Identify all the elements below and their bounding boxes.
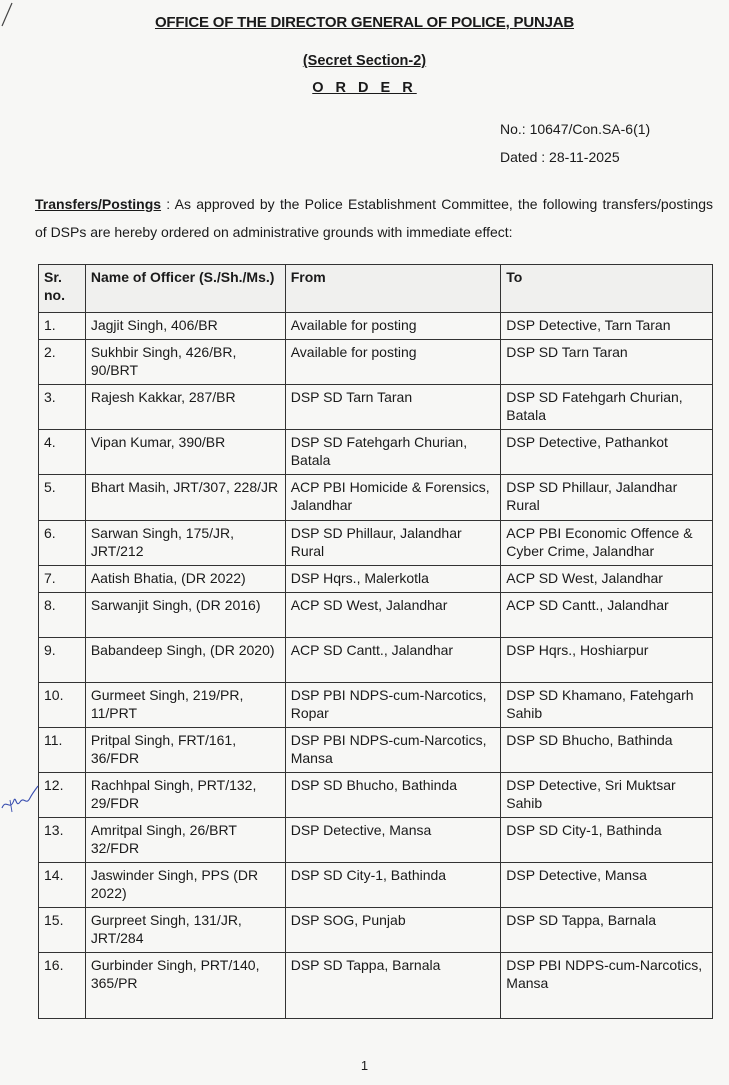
cell-officer-name: Jagjit Singh, 406/BR: [85, 313, 285, 340]
intro-label: Transfers/Postings: [35, 196, 162, 212]
cell-to: DSP Detective, Tarn Taran: [501, 313, 713, 340]
cell-from: DSP SD Bhucho, Bathinda: [285, 773, 501, 818]
cell-officer-name: Gurpreet Singh, 131/JR, JRT/284: [85, 908, 285, 953]
page-number: 1: [360, 1058, 369, 1073]
cell-to: DSP Detective, Mansa: [501, 863, 713, 908]
cell-sr-no: 16.: [39, 953, 86, 1019]
cell-from: DSP SOG, Punjab: [285, 908, 501, 953]
order-date: Dated : 28-11-2025: [500, 149, 620, 165]
cell-officer-name: Bhart Masih, JRT/307, 228/JR: [85, 475, 285, 521]
table-row: [39, 863, 713, 908]
cell-from: DSP Hqrs., Malerkotla: [285, 566, 501, 593]
cell-to: DSP SD Tappa, Barnala: [501, 908, 713, 953]
cell-sr-no: 9.: [39, 638, 86, 683]
cell-officer-name: Rachhpal Singh, PRT/132, 29/FDR: [85, 773, 285, 818]
transfers-table: [38, 264, 713, 1019]
table-row: [39, 773, 713, 818]
cell-sr-no: 1.: [39, 313, 86, 340]
cell-officer-name: Sarwanjit Singh, (DR 2016): [85, 593, 285, 638]
table-row: [39, 521, 713, 566]
table-row: [39, 953, 713, 1019]
column-header-sr: Sr. no.: [39, 265, 86, 313]
intro-text: : As approved by the Police Establishment Committee, the following transfers/postings of DSPs are hereby ordered on administrative grounds with immediate effect:: [35, 196, 713, 240]
cell-sr-no: 13.: [39, 818, 86, 863]
cell-officer-name: Pritpal Singh, FRT/161, 36/FDR: [85, 728, 285, 773]
cell-from: DSP SD Fatehgarh Churian, Batala: [285, 430, 501, 475]
intro-paragraph: [35, 190, 713, 246]
signature-scribble-icon: [0, 778, 40, 814]
table-row: [39, 818, 713, 863]
cell-officer-name: Babandeep Singh, (DR 2020): [85, 638, 285, 683]
cell-sr-no: 3.: [39, 385, 86, 430]
cell-sr-no: 12.: [39, 773, 86, 818]
cell-sr-no: 14.: [39, 863, 86, 908]
cell-from: DSP SD Tappa, Barnala: [285, 953, 501, 1019]
cell-officer-name: Aatish Bhatia, (DR 2022): [85, 566, 285, 593]
cell-to: DSP SD Bhucho, Bathinda: [501, 728, 713, 773]
table-row: [39, 313, 713, 340]
cell-to: DSP Detective, Pathankot: [501, 430, 713, 475]
cell-from: DSP PBI NDPS-cum-Narcotics, Mansa: [285, 728, 501, 773]
table-row: [39, 430, 713, 475]
column-header-name: Name of Officer (S./Sh./Ms.): [85, 265, 285, 313]
cell-from: ACP PBI Homicide & Forensics, Jalandhar: [285, 475, 501, 521]
table-row: [39, 475, 713, 521]
cell-officer-name: Sukhbir Singh, 426/BR, 90/BRT: [85, 340, 285, 385]
table-header-row: [39, 265, 713, 313]
cell-officer-name: Vipan Kumar, 390/BR: [85, 430, 285, 475]
cell-from: DSP SD Phillaur, Jalandhar Rural: [285, 521, 501, 566]
cell-to: ACP SD Cantt., Jalandhar: [501, 593, 713, 638]
cell-officer-name: Amritpal Singh, 26/BRT 32/FDR: [85, 818, 285, 863]
cell-to: DSP Detective, Sri Muktsar Sahib: [501, 773, 713, 818]
section-heading: (Secret Section-2): [302, 53, 427, 69]
cell-to: DSP Hqrs., Hoshiarpur: [501, 638, 713, 683]
cell-to: ACP SD West, Jalandhar: [501, 566, 713, 593]
cell-from: DSP Detective, Mansa: [285, 818, 501, 863]
cell-officer-name: Sarwan Singh, 175/JR, JRT/212: [85, 521, 285, 566]
cell-sr-no: 6.: [39, 521, 86, 566]
column-header-to: To: [501, 265, 713, 313]
cell-to: ACP PBI Economic Offence & Cyber Crime, Jalandhar: [501, 521, 713, 566]
table-row: [39, 728, 713, 773]
table-row: [39, 908, 713, 953]
cell-sr-no: 7.: [39, 566, 86, 593]
cell-from: DSP SD Tarn Taran: [285, 385, 501, 430]
cell-officer-name: Gurmeet Singh, 219/PR, 11/PRT: [85, 683, 285, 728]
cell-sr-no: 2.: [39, 340, 86, 385]
cell-from: DSP PBI NDPS-cum-Narcotics, Ropar: [285, 683, 501, 728]
cell-officer-name: Rajesh Kakkar, 287/BR: [85, 385, 285, 430]
cell-officer-name: Jaswinder Singh, PPS (DR 2022): [85, 863, 285, 908]
cell-sr-no: 4.: [39, 430, 86, 475]
table-row: [39, 385, 713, 430]
cell-to: DSP SD Tarn Taran: [501, 340, 713, 385]
cell-to: DSP SD Fatehgarh Churian, Batala: [501, 385, 713, 430]
cell-from: Available for posting: [285, 313, 501, 340]
cell-sr-no: 15.: [39, 908, 86, 953]
cell-sr-no: 5.: [39, 475, 86, 521]
cell-from: DSP SD City-1, Bathinda: [285, 863, 501, 908]
cell-to: DSP PBI NDPS-cum-Narcotics, Mansa: [501, 953, 713, 1019]
cell-sr-no: 10.: [39, 683, 86, 728]
cell-from: Available for posting: [285, 340, 501, 385]
cell-to: DSP SD Khamano, Fatehgarh Sahib: [501, 683, 713, 728]
cell-to: DSP SD Phillaur, Jalandhar Rural: [501, 475, 713, 521]
table-row: [39, 340, 713, 385]
cell-from: ACP SD Cantt., Jalandhar: [285, 638, 501, 683]
reference-number: No.: 10647/Con.SA-6(1): [500, 121, 651, 137]
cell-sr-no: 8.: [39, 593, 86, 638]
office-heading: OFFICE OF THE DIRECTOR GENERAL OF POLICE, PUNJAB: [154, 14, 575, 31]
table-row: [39, 638, 713, 683]
cell-to: DSP SD City-1, Bathinda: [501, 818, 713, 863]
cell-officer-name: Gurbinder Singh, PRT/140, 365/PR: [85, 953, 285, 1019]
column-header-from: From: [285, 265, 501, 313]
table-row: [39, 593, 713, 638]
order-heading: O R D E R: [312, 80, 417, 96]
table-row: [39, 566, 713, 593]
cell-sr-no: 11.: [39, 728, 86, 773]
cell-from: ACP SD West, Jalandhar: [285, 593, 501, 638]
table-row: [39, 683, 713, 728]
